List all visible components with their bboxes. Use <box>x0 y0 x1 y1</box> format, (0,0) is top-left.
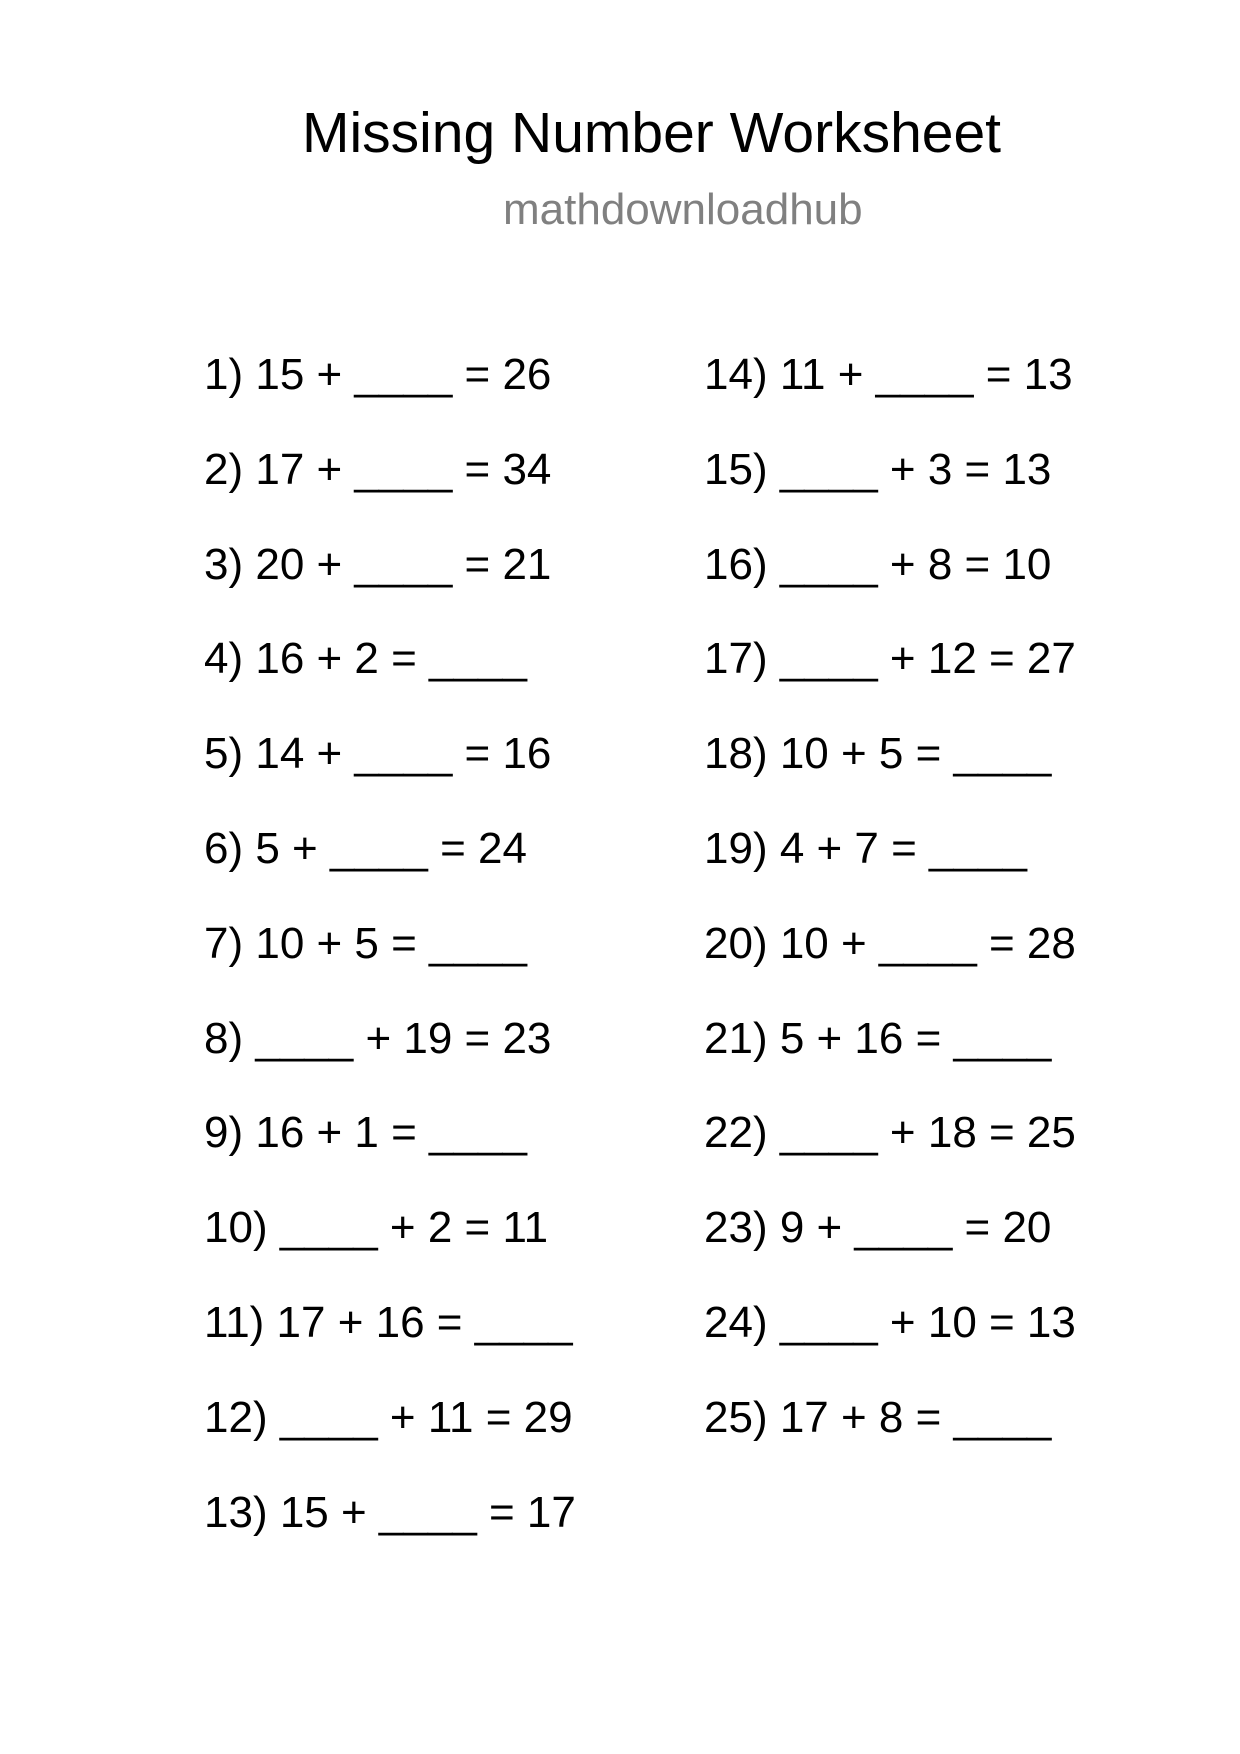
problem-13: 13) 15 + ____ = 17 <box>204 1487 576 1537</box>
problem-14: 14) 11 + ____ = 13 <box>704 350 1073 399</box>
problem-5: 5) 14 + ____ = 16 <box>204 729 552 779</box>
problems-column-right <box>704 350 1076 1488</box>
problem-15: 15) ____ + 3 = 13 <box>704 444 1052 494</box>
problem-11: 11) 17 + 16 = ____ <box>204 1297 573 1347</box>
problem-16: 16) ____ + 8 = 10 <box>704 539 1052 589</box>
problem-4: 4) 16 + 2 = ____ <box>204 634 527 684</box>
problem-24: 24) ____ + 10 = 13 <box>704 1297 1076 1347</box>
problems-column-left <box>204 350 576 1582</box>
problem-1: 1) 15 + ____ = 26 <box>204 350 552 399</box>
problem-10: 10) ____ + 2 = 11 <box>204 1203 549 1253</box>
problem-25: 25) 17 + 8 = ____ <box>704 1392 1052 1442</box>
worksheet-title: Missing Number Worksheet <box>302 101 1002 165</box>
problem-12: 12) ____ + 11 = 29 <box>204 1392 573 1442</box>
problem-18: 18) 10 + 5 = ____ <box>704 729 1052 779</box>
problem-6: 6) 5 + ____ = 24 <box>204 823 527 873</box>
worksheet-subtitle: mathdownloadhub <box>503 185 863 234</box>
problem-2: 2) 17 + ____ = 34 <box>204 444 552 494</box>
problem-19: 19) 4 + 7 = ____ <box>704 823 1027 873</box>
problem-7: 7) 10 + 5 = ____ <box>204 918 527 968</box>
problem-8: 8) ____ + 19 = 23 <box>204 1013 552 1063</box>
problem-21: 21) 5 + 16 = ____ <box>704 1013 1052 1063</box>
problem-20: 20) 10 + ____ = 28 <box>704 918 1076 968</box>
problem-23: 23) 9 + ____ = 20 <box>704 1203 1052 1253</box>
problem-3: 3) 20 + ____ = 21 <box>204 539 552 589</box>
problem-9: 9) 16 + 1 = ____ <box>204 1108 527 1158</box>
problem-17: 17) ____ + 12 = 27 <box>704 634 1076 684</box>
problem-22: 22) ____ + 18 = 25 <box>704 1108 1076 1158</box>
